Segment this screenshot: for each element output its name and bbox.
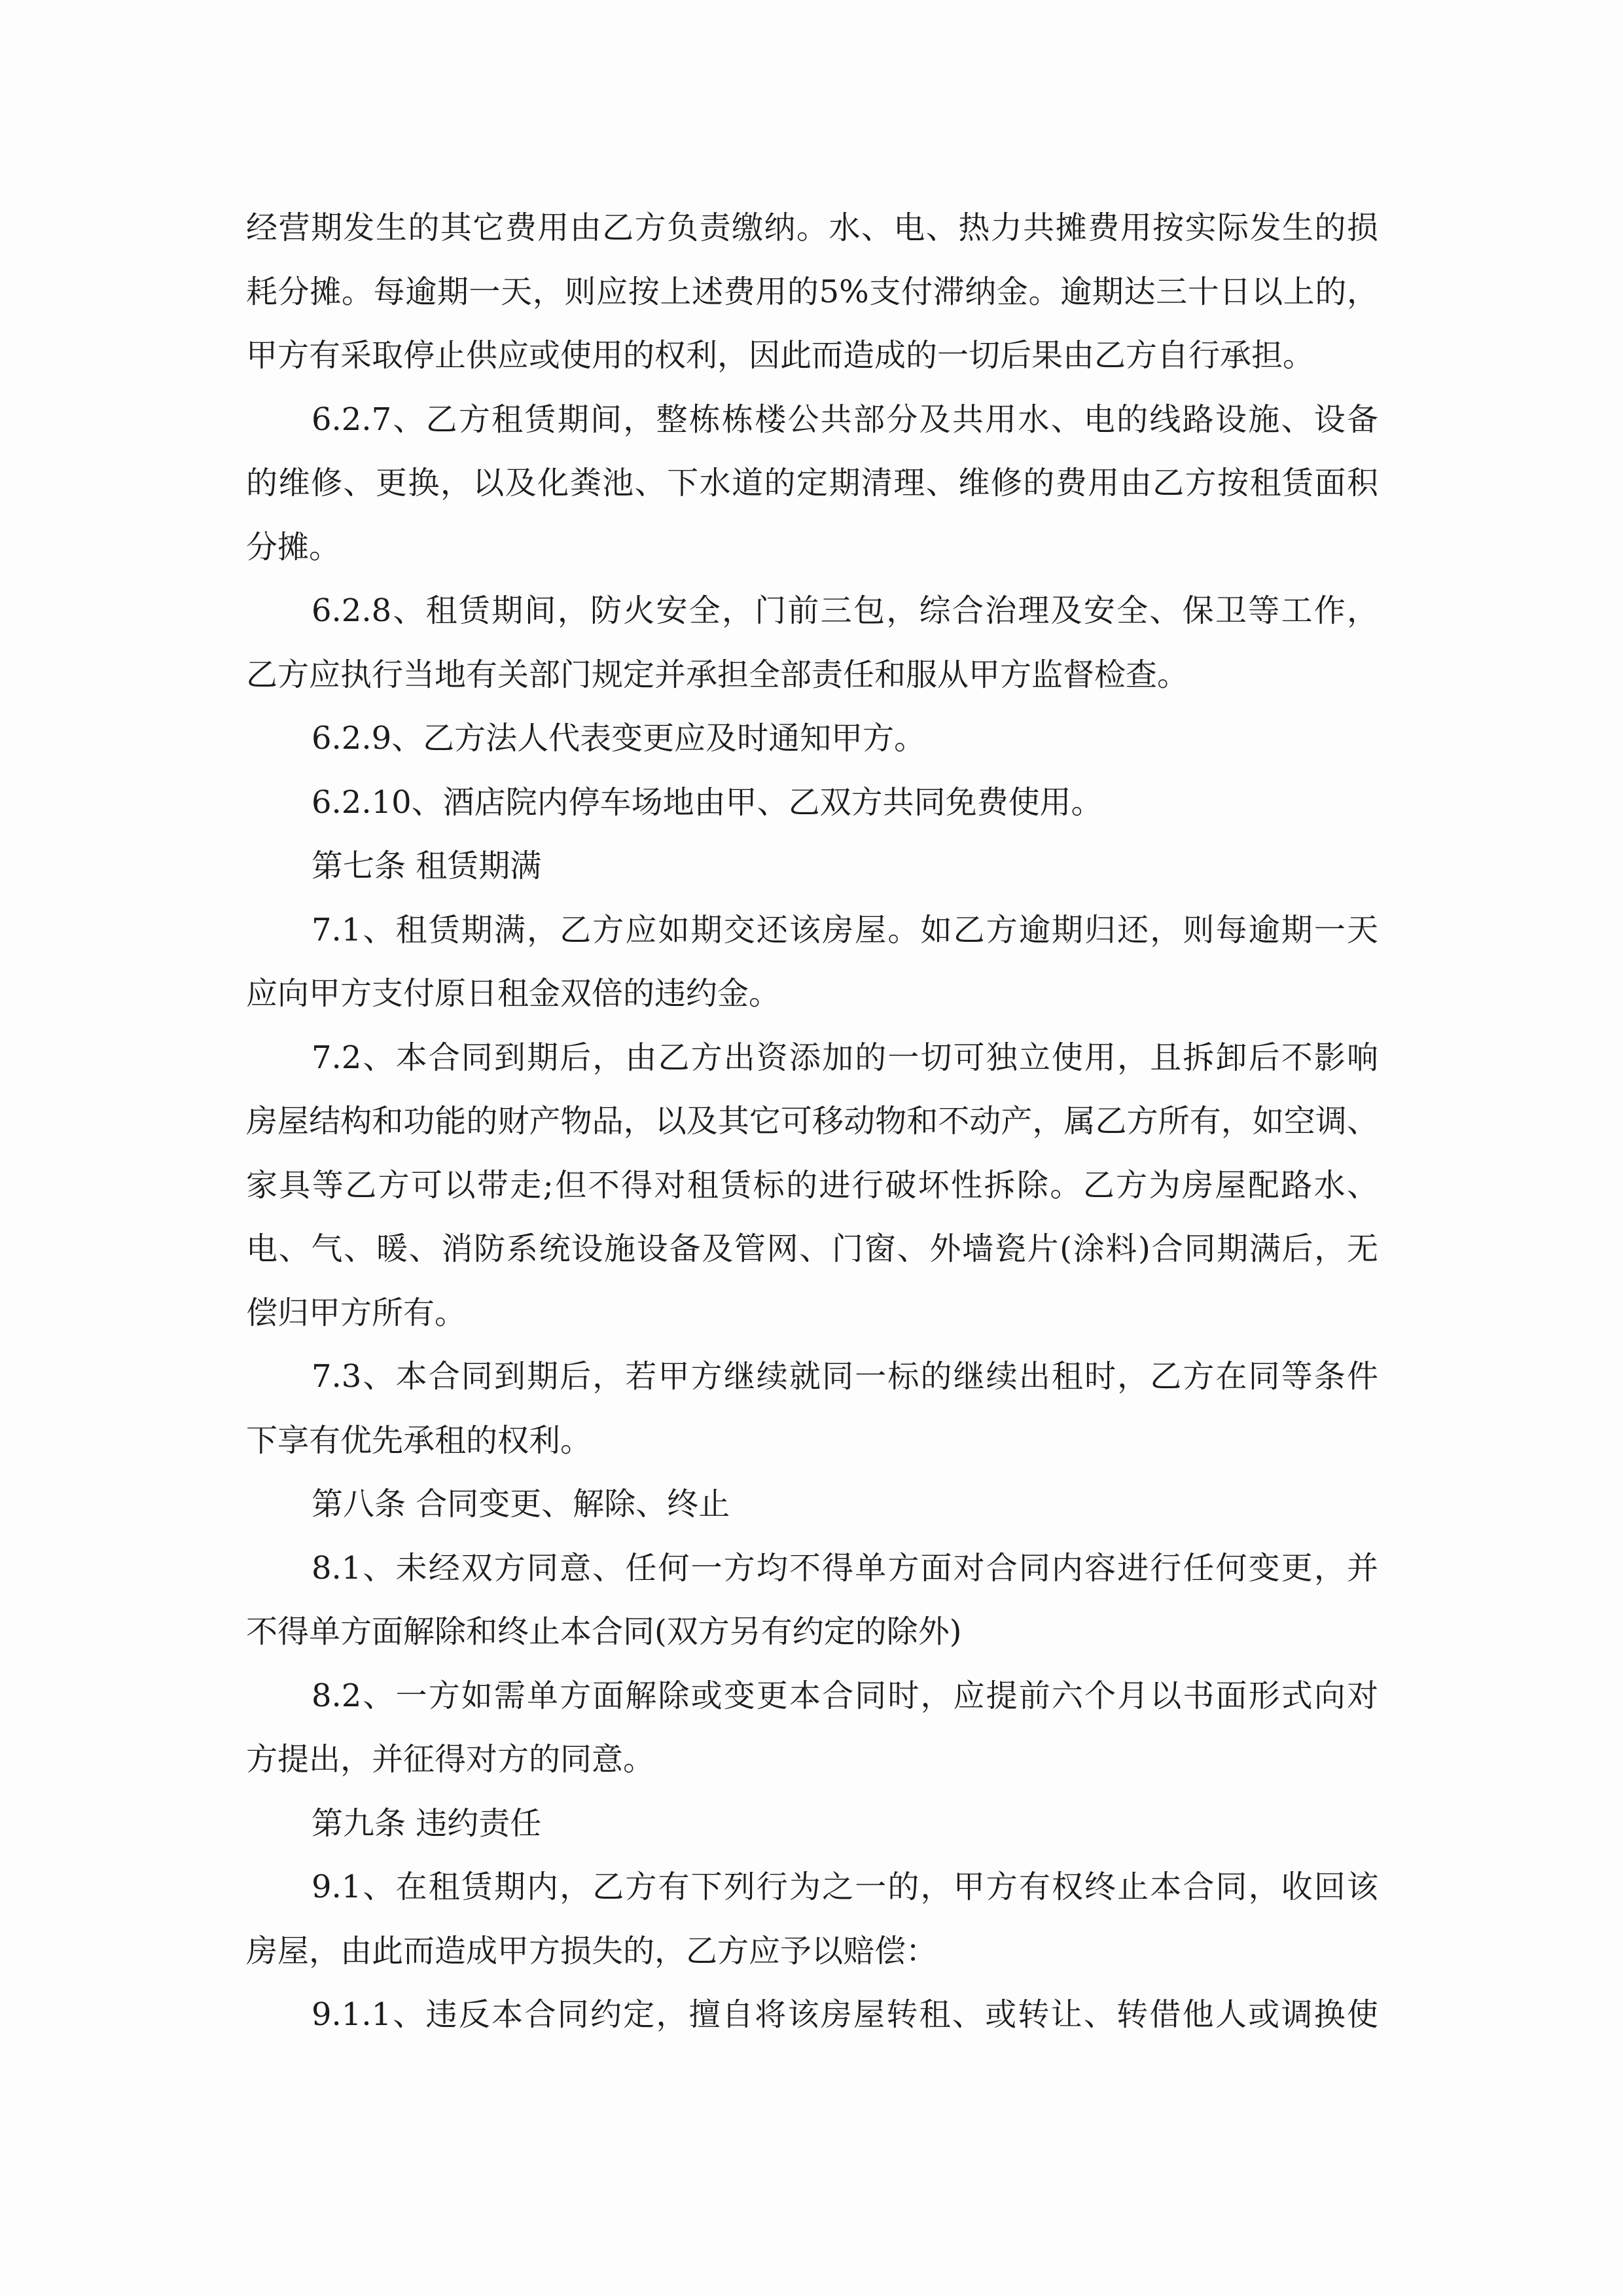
clause-8-2: 8.2、一方如需单方面解除或变更本合同时，应提前六个月以书面形式向对 [312, 1677, 1378, 1714]
document-line: 房屋结构和功能的财产物品，以及其它可移动物和不动产，属乙方所有，如空调、 [246, 1103, 1378, 1139]
document-line: 不得单方面解除和终止本合同(双方另有约定的除外) [246, 1613, 962, 1650]
clause-6-2-8: 6.2.8、租赁期间，防火安全，门前三包，综合治理及安全、保卫等工作， [312, 592, 1378, 629]
document-line: 分摊。 [246, 528, 341, 565]
document-line: 偿归甲方所有。 [246, 1294, 467, 1331]
document-line: 耗分摊。每逾期一天，则应按上述费用的5%支付滞纳金。逾期达三十日以上的， [246, 273, 1378, 310]
clause-7-1: 7.1、租赁期满，乙方应如期交还该房屋。如乙方逾期归还，则每逾期一天 [312, 911, 1378, 948]
document-body [246, 196, 1378, 2047]
clause-9-1-1: 9.1.1、违反本合同约定，擅自将该房屋转租、或转让、转借他人或调换使 [312, 1996, 1378, 2033]
clause-9-1: 9.1、在租赁期内，乙方有下列行为之一的，甲方有权终止本合同，收回该 [312, 1869, 1378, 1905]
document-line: 应向甲方支付原日租金双倍的违约金。 [246, 975, 781, 1012]
document-line: 的维修、更换，以及化粪池、下水道的定期清理、维修的费用由乙方按租赁面积 [246, 465, 1378, 501]
article-7-heading: 第七条 租赁期满 [312, 848, 542, 884]
clause-6-2-9: 6.2.9、乙方法人代表变更应及时通知甲方。 [312, 720, 926, 757]
clause-6-2-7: 6.2.7、乙方租赁期间，整栋栋楼公共部分及共用水、电的线路设施、设备 [312, 401, 1378, 438]
document-line: 经营期发生的其它费用由乙方负责缴纳。水、电、热力共摊费用按实际发生的损 [246, 209, 1378, 246]
document-line: 电、气、暖、消防系统设施设备及管网、门窗、外墙瓷片(涂料)合同期满后，无 [246, 1230, 1378, 1267]
article-9-heading: 第九条 违约责任 [312, 1804, 542, 1842]
document-line: 乙方应执行当地有关部门规定并承担全部责任和服从甲方监督检查。 [246, 656, 1189, 693]
article-8-heading: 第八条 合同变更、解除、终止 [312, 1486, 730, 1522]
document-line: 下享有优先承租的权利。 [246, 1422, 592, 1459]
document-line: 方提出，并征得对方的同意。 [246, 1741, 655, 1778]
clause-7-3: 7.3、本合同到期后，若甲方继续就同一标的继续出租时，乙方在同等条件 [312, 1358, 1378, 1395]
document-line: 甲方有采取停止供应或使用的权利，因此而造成的一切后果由乙方自行承担。 [246, 337, 1315, 374]
clause-7-2: 7.2、本合同到期后，由乙方出资添加的一切可独立使用，且拆卸后不影响 [312, 1039, 1378, 1076]
document-line: 房屋，由此而造成甲方损失的，乙方应予以赔偿： [246, 1932, 938, 1969]
clause-6-2-10: 6.2.10、酒店院内停车场地由甲、乙双方共同免费使用。 [312, 783, 1103, 821]
document-line: 家具等乙方可以带走;但不得对租赁标的进行破坏性拆除。乙方为房屋配路水、 [246, 1166, 1378, 1204]
clause-8-1: 8.1、未经双方同意、任何一方均不得单方面对合同内容进行任何变更，并 [312, 1549, 1378, 1587]
